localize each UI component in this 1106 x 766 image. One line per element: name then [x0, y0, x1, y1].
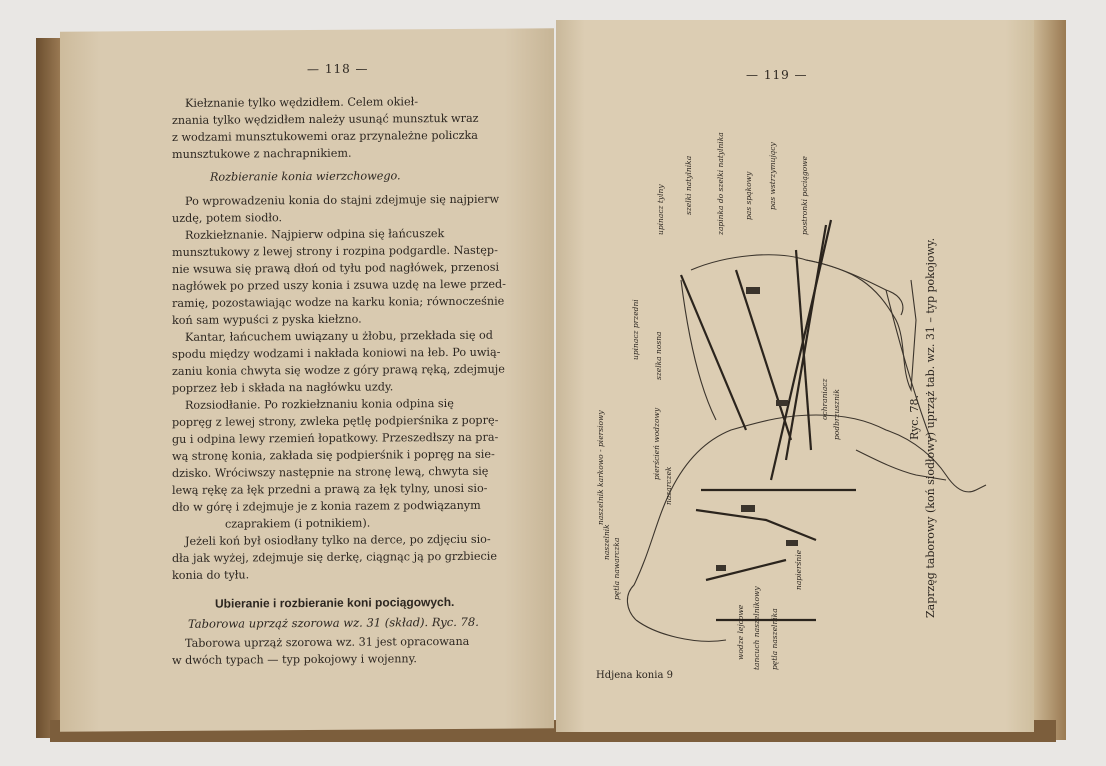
- body-line: czaprakiem (i potnikiem).: [225, 516, 371, 531]
- body-line: dła jak wyżej, zdejmuje się derkę, ciągnąc ją po grzbiecie: [172, 549, 497, 565]
- body-line: w dwóch typach — typ pokojowy i wojenny.: [172, 652, 417, 667]
- heading: Ubieranie i rozbieranie koni pociągowych.: [215, 594, 455, 611]
- right-page: [556, 20, 1034, 732]
- diagram-label: zapinka do szelki natylnika: [716, 132, 725, 235]
- body-line: Rozsiodłanie. Po rozkiełznaniu konia odpina się: [185, 396, 454, 412]
- diagram-label: pas spąkowy: [744, 171, 753, 220]
- body-line: Jeżeli koń był osiodłany tylko na derce, po zdjęciu sio-: [185, 532, 491, 548]
- diagram-label: szelki natylnika: [684, 155, 693, 215]
- diagram-label: napierśnie: [794, 549, 803, 590]
- harness-illustration: [556, 20, 1034, 732]
- page-number: — 119 —: [746, 68, 808, 82]
- body-line: munsztukowy z lewej strony i rozpina podgardle. Następ-: [172, 243, 498, 259]
- body-line: popręg z lewej strony, zwleka pętlę podpierśnika z poprę-: [172, 413, 499, 429]
- body-line: Po wprowadzeniu konia do stajni zdejmuje się najpierw: [185, 192, 500, 208]
- body-line: Taborowa uprząż szorowa wz. 31 jest opracowana: [185, 634, 470, 650]
- diagram-label: szelka nosna: [654, 331, 663, 380]
- diagram-label: wodze lejcowe: [736, 604, 745, 660]
- body-line: dło w górę i zdejmuje je z konia razem z podwiązanym: [172, 498, 481, 514]
- diagram-label: nazarczek: [664, 466, 673, 505]
- figure-caption: Zaprzęg taborowy (koń siodłowy) uprząż tab. wz. 31 – typ pokojowy.: [924, 237, 937, 618]
- page-number: — 118 —: [307, 61, 369, 76]
- diagram-label: podbrzusznik: [832, 389, 841, 440]
- diagram-label: naszelnik karkowo - piersiowy: [596, 410, 605, 525]
- body-line: lewą rękę za łęk przedni a prawą za łęk tylny, unosi sio-: [172, 481, 488, 497]
- subheading: Taborowa uprząż szorowa wz. 31 (skład). Ryc. 78.: [188, 614, 479, 631]
- diagram-label: upinacz przedni: [631, 299, 640, 360]
- body-line: wą stronę konia, zakłada się podpierśnik i popręg na sie-: [172, 447, 495, 463]
- body-line: spodu między wodzami i nakłada koniowi na łeb. Po uwią-: [172, 345, 501, 361]
- body-line: konia do tyłu.: [172, 568, 250, 582]
- body-line: nagłówek po przed uszy konia i zsuwa uzdę na lewe przed-: [172, 277, 506, 293]
- diagram-label: tancuch naszelnikowy: [752, 586, 761, 670]
- body-line: zaniu konia chwyta się wodze z góry prawą ręką, zdejmuje: [172, 362, 505, 378]
- figure-caption-label: Ryc. 78.: [908, 395, 921, 440]
- paragraph-line: z wodzami munsztukowemi oraz przynależne policzka: [172, 128, 478, 144]
- diagram-label: pierścień wodzowy: [652, 407, 661, 480]
- body-line: poprzez łeb i składa na nagłówku uzdy.: [172, 380, 394, 395]
- body-line: uzdę, potem siodło.: [172, 211, 283, 225]
- body-line: Kantar, łańcuchem uwiązany u żłobu, przekłada się od: [185, 328, 493, 344]
- body-line: ramię, pozostawiając wodze na karku konia; równocześnie: [172, 294, 505, 310]
- diagram-label: upinacz tylny: [656, 184, 665, 235]
- diagram-label: pętla nawarczka: [612, 537, 621, 600]
- body-line: dzisko. Wróciwszy następnie na stronę lewą, chwyta się: [172, 464, 489, 480]
- diagram-label: naszelnik: [602, 524, 611, 560]
- section-title: Rozbieranie konia wierzchowego.: [210, 169, 401, 184]
- left-page: [60, 28, 554, 731]
- diagram-label: pas wstrzymujący: [768, 142, 777, 210]
- body-line: gu i odpina lewy rzemień łopatkowy. Przeszedłszy na pra-: [172, 430, 499, 446]
- body-line: Rozkiełznanie. Najpierw odpina się łańcuszek: [185, 227, 445, 242]
- body-line: nie wsuwa się prawą dłoń od tyłu pod nagłówek, przenosi: [172, 260, 500, 276]
- paragraph-line: munsztukowe z nachrapnikiem.: [172, 146, 352, 161]
- body-line: koń sam wypuści z pyska kiełzno.: [172, 312, 362, 327]
- paragraph-line: znania tylko wędzidłem należy usunąć munsztuk wraz: [172, 111, 479, 127]
- footer-signature: Hdjena konia 9: [596, 670, 673, 681]
- diagram-label: ochraniacz: [820, 378, 829, 420]
- diagram-label: pętla naszelnika: [770, 608, 779, 670]
- paragraph-line: Kiełznanie tylko wędzidłem. Celem okieł-: [185, 95, 419, 110]
- diagram-label: postronki pociągowe: [800, 156, 809, 235]
